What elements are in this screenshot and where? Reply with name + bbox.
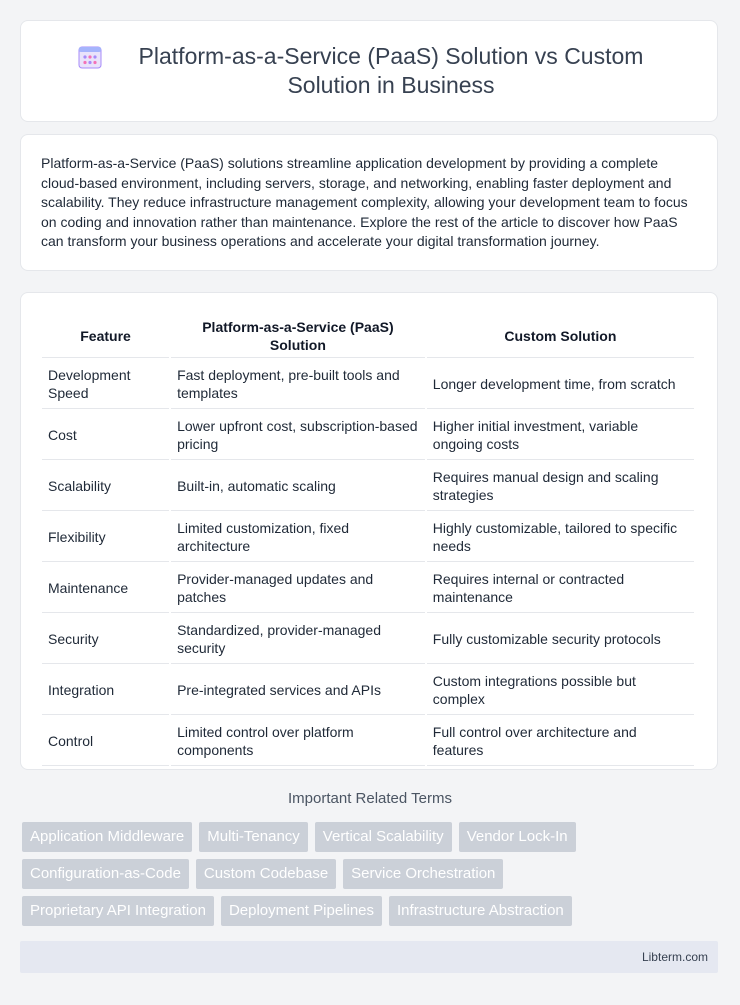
table-row — [42, 513, 694, 562]
term-tag[interactable]: Multi-Tenancy — [199, 822, 308, 852]
custom-cell: Custom integrations possible but complex — [427, 666, 694, 715]
paas-cell: Lower upfront cost, subscription-based pricing — [171, 411, 425, 460]
custom-cell: Higher initial investment, variable ongoing costs — [427, 411, 694, 460]
term-tag[interactable]: Deployment Pipelines — [221, 896, 382, 926]
term-tag[interactable]: Service Orchestration — [343, 859, 503, 889]
paas-cell: Pre-integrated services and APIs — [171, 666, 425, 715]
table-row — [42, 462, 694, 511]
intro-paragraph: Platform-as-a-Service (PaaS) solutions streamline application development by providing a complete cloud-based environment, including servers, storage, and networking, enabling faster deployment and scalability. They reduce infrastructure management complexity, allowing your development team to focus on coding and innovation rather than maintenance. Explore the rest of the article to discover how PaaS can transform your business operations and accelerate your digital transformation journey. — [41, 155, 688, 249]
comparison-table — [40, 313, 696, 768]
term-tag[interactable]: Application Middleware — [22, 822, 192, 852]
feature-cell: Scalability — [42, 462, 169, 511]
feature-cell: Integration — [42, 666, 169, 715]
table-row — [42, 564, 694, 613]
term-tag[interactable]: Vendor Lock-In — [459, 822, 576, 852]
table-row — [42, 360, 694, 409]
calendar-grid-icon — [77, 44, 103, 70]
term-tag[interactable]: Proprietary API Integration — [22, 896, 214, 926]
footer — [20, 941, 718, 973]
feature-cell: Security — [42, 615, 169, 664]
paas-cell: Provider-managed updates and patches — [171, 564, 425, 613]
paas-cell: Standardized, provider-managed security — [171, 615, 425, 664]
intro-card — [20, 134, 718, 271]
paas-cell: Built-in, automatic scaling — [171, 462, 425, 511]
paas-cell: Limited customization, fixed architecture — [171, 513, 425, 562]
term-row — [22, 859, 722, 889]
comparison-table-card — [20, 292, 718, 770]
feature-cell: Development Speed — [42, 360, 169, 409]
table-row — [42, 717, 694, 766]
custom-cell: Requires manual design and scaling strategies — [427, 462, 694, 511]
term-tag[interactable]: Configuration-as-Code — [22, 859, 189, 889]
feature-cell: Flexibility — [42, 513, 169, 562]
custom-cell: Longer development time, from scratch — [427, 360, 694, 409]
paas-cell: Limited control over platform components — [171, 717, 425, 766]
term-tag[interactable]: Vertical Scalability — [315, 822, 452, 852]
header-feature: Feature — [42, 315, 169, 358]
term-tag[interactable]: Infrastructure Abstraction — [389, 896, 572, 926]
related-terms — [22, 822, 722, 933]
page-title: Platform-as-a-Service (PaaS) Solution vs Custom Solution in Business — [138, 43, 644, 98]
table-row — [42, 411, 694, 460]
related-terms-heading: Important Related Terms — [288, 790, 452, 807]
term-row — [22, 896, 722, 926]
header-paas: Platform-as-a-Service (PaaS) Solution — [171, 315, 425, 358]
term-tag[interactable]: Custom Codebase — [196, 859, 336, 889]
custom-cell: Full control over architecture and features — [427, 717, 694, 766]
paas-cell: Fast deployment, pre-built tools and templates — [171, 360, 425, 409]
term-row — [22, 822, 722, 852]
footer-site-link[interactable]: Libterm.com — [641, 950, 708, 964]
custom-cell: Highly customizable, tailored to specific needs — [427, 513, 694, 562]
custom-cell: Fully customizable security protocols — [427, 615, 694, 664]
table-header-row — [42, 315, 694, 358]
custom-cell: Requires internal or contracted maintenance — [427, 564, 694, 613]
feature-cell: Cost — [42, 411, 169, 460]
header-custom: Custom Solution — [427, 315, 694, 358]
table-row — [42, 666, 694, 715]
feature-cell: Maintenance — [42, 564, 169, 613]
feature-cell: Control — [42, 717, 169, 766]
title-wrap — [77, 42, 661, 100]
table-row — [42, 615, 694, 664]
title-card — [20, 20, 718, 122]
